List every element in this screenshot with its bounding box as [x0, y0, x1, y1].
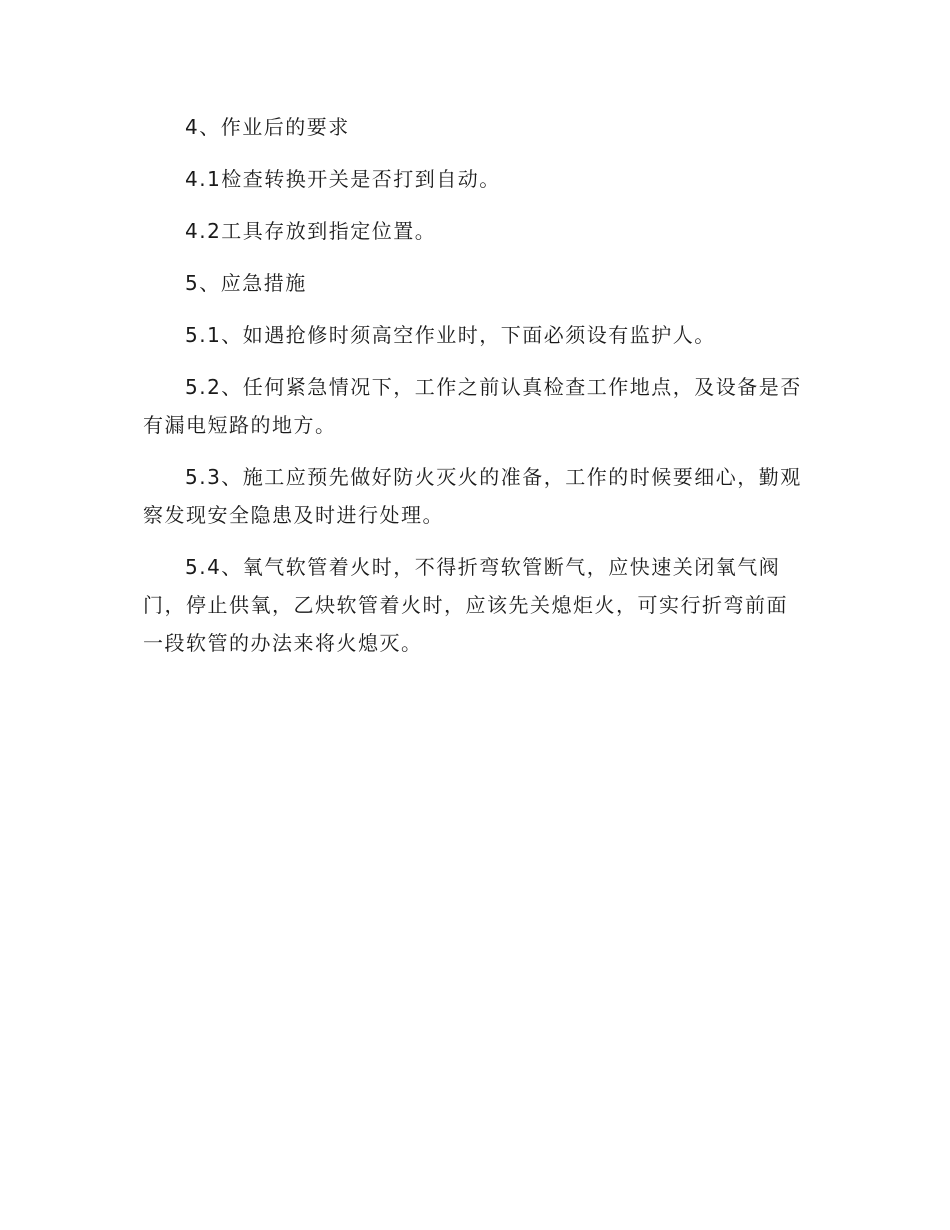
- paragraph-line: 察发现安全隐患及时进行处理。: [143, 503, 444, 527]
- item-4-2: [143, 212, 809, 250]
- paragraph-line: 4.1检查转换开关是否打到自动。: [185, 167, 501, 191]
- paragraph-line: 门，停止供氧，乙炔软管着火时，应该先关熄炬火，可实行折弯前面: [143, 593, 788, 617]
- item-5-4: [143, 548, 809, 662]
- paragraph-line: 一段软管的办法来将火熄灭。: [143, 631, 423, 655]
- item-5-2: [143, 368, 809, 444]
- paragraph-line: 4、作业后的要求: [185, 115, 350, 139]
- heading-after-work: [143, 108, 809, 146]
- paragraph-line: 5、应急措施: [185, 271, 307, 295]
- heading-emergency-measures: [143, 264, 809, 302]
- paragraph-line: 5.1、如遇抢修时须高空作业时，下面必须设有监护人。: [185, 323, 716, 347]
- document-body: [143, 108, 809, 676]
- paragraph-line: 4.2工具存放到指定位置。: [185, 219, 437, 243]
- item-5-1: [143, 316, 809, 354]
- paragraph-line: 有漏电短路的地方。: [143, 413, 337, 437]
- item-5-3: [143, 458, 809, 534]
- item-4-1: [143, 160, 809, 198]
- paragraph-line: 5.2、任何紧急情况下，工作之前认真检查工作地点，及设备是否: [185, 375, 802, 399]
- paragraph-line: 5.4、氧气软管着火时，不得折弯软管断气，应快速关闭氧气阀: [185, 555, 781, 579]
- paragraph-line: 5.3、施工应预先做好防火灭火的准备，工作的时候要细心，勤观: [185, 465, 802, 489]
